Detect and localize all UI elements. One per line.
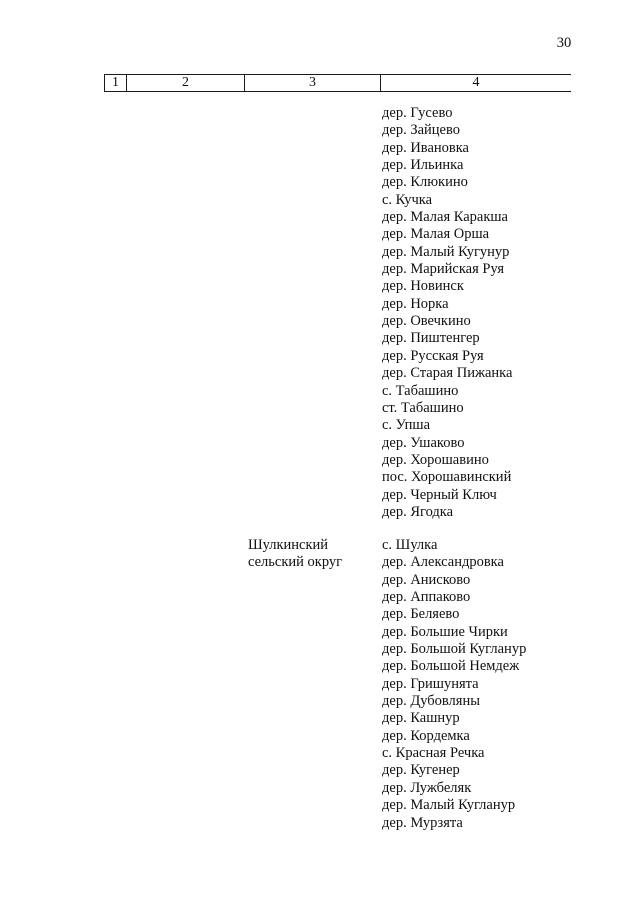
settlement-item: дер. Клюкино xyxy=(382,174,468,191)
settlement-item: дер. Зайцево xyxy=(382,122,460,139)
settlement-item: дер. Малый Кугунур xyxy=(382,243,510,260)
settlement-item: дер. Ильинка xyxy=(382,157,464,174)
settlement-list-continued xyxy=(382,105,572,521)
settlement-item: дер. Старая Пижанка xyxy=(382,365,513,382)
settlement-item: дер. Марийская Руя xyxy=(382,261,505,278)
settlement-list-shulkinsky xyxy=(382,537,572,832)
settlement-item: дер. Овечкино xyxy=(382,313,471,330)
settlement-item: дер. Дубовляны xyxy=(382,693,480,710)
settlement-item: дер. Кашнур xyxy=(382,710,460,727)
settlement-item: с. Упша xyxy=(382,417,431,434)
settlement-item: дер. Гусево xyxy=(382,105,453,121)
settlement-item: дер. Хорошавино xyxy=(382,451,489,468)
settlement-item: дер. Ушаково xyxy=(382,434,465,451)
settlement-item: дер. Пиштенгер xyxy=(382,330,480,347)
settlement-item: дер. Новинск xyxy=(382,278,464,295)
settlement-item: дер. Александровка xyxy=(382,554,504,571)
settlement-item: дер. Мурзята xyxy=(382,814,463,831)
settlement-item: дер. Анисково xyxy=(382,571,471,588)
settlement-item: дер. Беляево xyxy=(382,606,460,623)
settlement-item: с. Шулка xyxy=(382,537,438,553)
settlement-item: дер. Ягодка xyxy=(382,503,454,520)
settlement-item: дер. Черный Ключ xyxy=(382,486,497,503)
header-col-1: 1 xyxy=(104,75,126,91)
settlement-item: дер. Норка xyxy=(382,295,449,312)
settlement-item: дер. Ивановка xyxy=(382,139,469,156)
settlement-item: с. Табашино xyxy=(382,382,459,399)
header-col-3: 3 xyxy=(244,75,380,91)
settlement-item: ст. Табашино xyxy=(382,399,464,416)
settlement-item: дер. Малая Каракша xyxy=(382,209,508,226)
settlement-item: с. Красная Речка xyxy=(382,745,485,762)
header-col-4: 4 xyxy=(380,75,571,91)
settlement-item: пос. Хорошавинский xyxy=(382,469,512,486)
header-col-2: 2 xyxy=(126,75,244,91)
settlement-item: дер. Кордемка xyxy=(382,727,470,744)
table-header xyxy=(104,74,571,92)
page-number: 30 xyxy=(556,35,572,51)
settlement-item: дер. Малый Кугланур xyxy=(382,797,516,814)
settlement-item: дер. Аппаково xyxy=(382,589,471,606)
settlement-item: дер. Большие Чирки xyxy=(382,623,508,640)
settlement-item: дер. Лужбеляк xyxy=(382,779,472,796)
settlement-item: дер. Русская Руя xyxy=(382,347,484,364)
settlement-item: дер. Кугенер xyxy=(382,762,460,779)
district-name-line: Шулкинский xyxy=(248,537,329,553)
settlement-item: дер. Большой Немдеж xyxy=(382,658,520,675)
settlement-item: дер. Большой Кугланур xyxy=(382,641,527,658)
settlement-item: дер. Гришунята xyxy=(382,675,479,692)
district-name-line: сельский округ xyxy=(248,554,343,571)
settlement-item: с. Кучка xyxy=(382,191,433,208)
district-name xyxy=(248,537,373,572)
settlement-item: дер. Малая Орша xyxy=(382,226,490,243)
